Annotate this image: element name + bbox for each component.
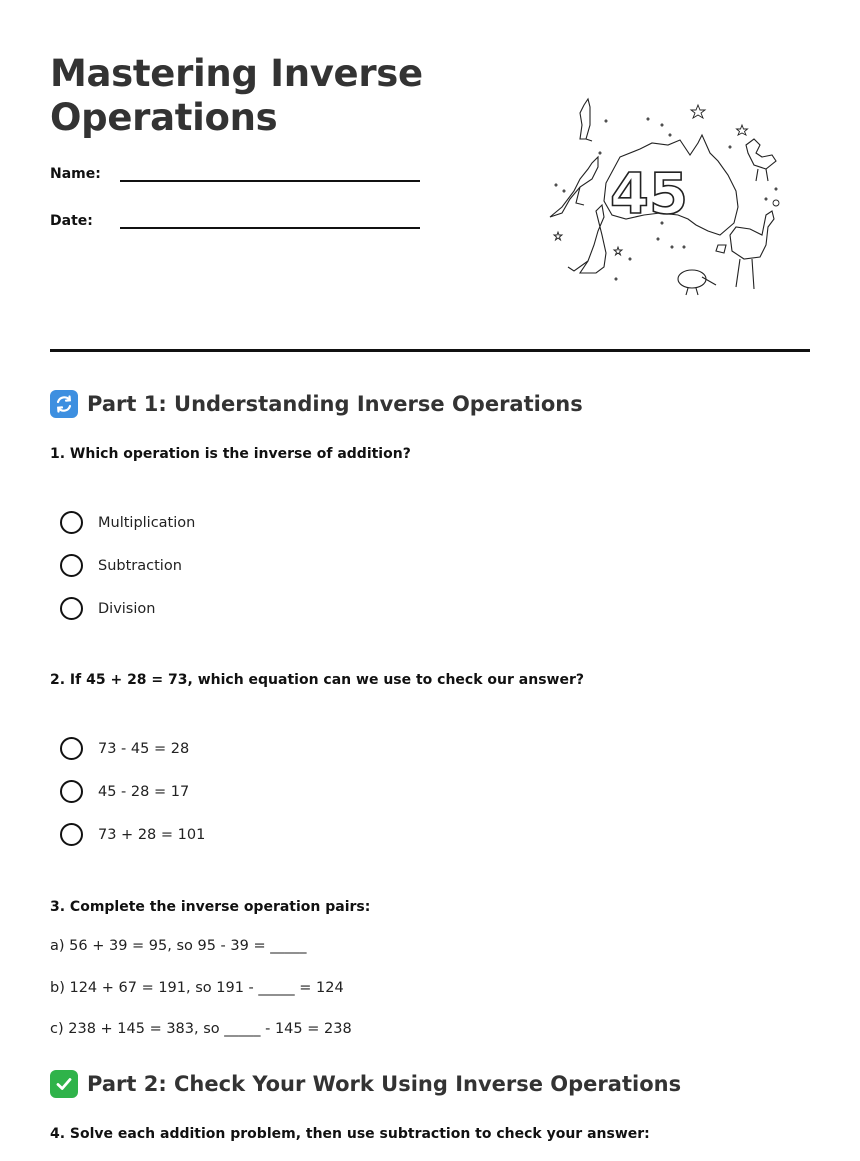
illustration-number: 45	[610, 162, 688, 227]
option-label: Division	[98, 600, 156, 617]
option-label: Multiplication	[98, 514, 196, 531]
option-label: 73 - 45 = 28	[98, 740, 190, 757]
radio-button[interactable]	[60, 780, 83, 803]
option-label: 73 + 28 = 101	[98, 826, 206, 843]
page-title	[50, 52, 510, 140]
kangaroo-icon	[550, 157, 598, 217]
title-line-1: Mastering Inverse	[50, 52, 423, 95]
inverse-pair-b: b) 124 + 67 = 191, so 191 - _____ = 124	[50, 980, 344, 996]
cycle-arrows-icon	[50, 390, 78, 418]
kangaroo-icon	[580, 99, 592, 141]
kangaroo-icon	[568, 205, 606, 273]
australia-animals-illustration	[540, 95, 790, 300]
q1-option-multiplication[interactable]	[60, 511, 195, 534]
name-write-line[interactable]	[120, 180, 420, 182]
q2-option-c[interactable]	[60, 823, 205, 846]
part2-heading	[50, 1070, 681, 1098]
emu-icon	[730, 211, 774, 289]
inverse-pair-a: a) 56 + 39 = 95, so 95 - 39 = _____	[50, 938, 307, 954]
part1-heading	[50, 390, 583, 418]
radio-button[interactable]	[60, 511, 83, 534]
date-field	[50, 213, 93, 229]
date-write-line[interactable]	[120, 227, 420, 229]
title-line-2: Operations	[50, 96, 278, 139]
part1-title: Part 1: Understanding Inverse Operations	[87, 392, 583, 416]
radio-button[interactable]	[60, 823, 83, 846]
emu-icon	[746, 139, 776, 181]
q2-option-a[interactable]	[60, 737, 189, 760]
option-label: Subtraction	[98, 557, 182, 574]
part2-title: Part 2: Check Your Work Using Inverse Operations	[87, 1072, 682, 1096]
option-label: 45 - 28 = 17	[98, 783, 190, 800]
question-2: 2. If 45 + 28 = 73, which equation can we use to check our answer?	[50, 672, 584, 688]
q2-option-b[interactable]	[60, 780, 189, 803]
question-3: 3. Complete the inverse operation pairs:	[50, 899, 371, 915]
radio-button[interactable]	[60, 737, 83, 760]
name-field	[50, 166, 101, 182]
name-label: Name:	[50, 166, 101, 182]
header-divider	[50, 349, 810, 352]
date-label: Date:	[50, 213, 93, 229]
kiwi-bird-icon	[678, 270, 716, 295]
inverse-pair-c: c) 238 + 145 = 383, so _____ - 145 = 238	[50, 1021, 352, 1037]
question-4: 4. Solve each addition problem, then use subtraction to check your answer:	[50, 1126, 650, 1142]
radio-button[interactable]	[60, 597, 83, 620]
question-1: 1. Which operation is the inverse of addition?	[50, 446, 411, 462]
check-mark-icon	[50, 1070, 78, 1098]
q1-option-subtraction[interactable]	[60, 554, 182, 577]
q1-option-division[interactable]	[60, 597, 155, 620]
radio-button[interactable]	[60, 554, 83, 577]
